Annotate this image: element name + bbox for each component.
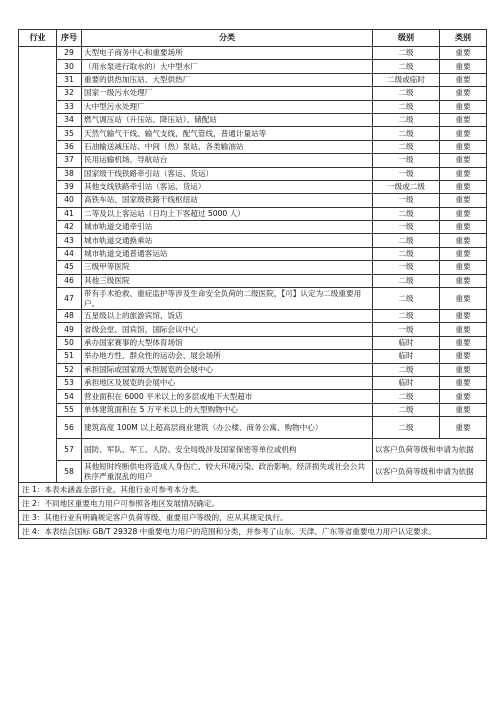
row-level: 二级 [373, 247, 440, 260]
row-category: 带有手术抢救、重症监护等涉及生命安全负荷的二级医院，【可】认定为二级重要用户。 [82, 288, 373, 310]
row-category: 城市轨道交通换乘站 [82, 234, 373, 247]
header-level: 级别 [373, 30, 440, 47]
row-category: 城市轨道交通普通客运站 [82, 247, 373, 260]
row-category: 其他支线铁路牵引站（客运、货运） [82, 180, 373, 193]
row-number: 38 [57, 167, 82, 180]
table-row [19, 288, 487, 310]
row-category: 二等及以上客运站（日均上下客超过 5000 人） [82, 207, 373, 220]
row-category: 大中型污水处理厂 [82, 100, 373, 113]
row-number: 49 [57, 323, 82, 336]
header-sector: 行业 [19, 30, 57, 47]
row-number: 33 [57, 100, 82, 113]
row-type: 重要 [440, 87, 487, 100]
row-number: 39 [57, 180, 82, 193]
row-category: 国家级干线铁路牵引站（客运、货运） [82, 167, 373, 180]
row-category: 承办国家赛事的大型体育场馆 [82, 336, 373, 349]
user-classification-table [18, 29, 487, 539]
row-category: 其他三级医院 [82, 274, 373, 287]
table-row [19, 234, 487, 247]
row-level: 临时 [373, 376, 440, 389]
row-number: 48 [57, 310, 82, 323]
row-number: 52 [57, 363, 82, 376]
row-category: 国防、军队、军工、人防、安全局级涉及国家保密等单位或机构 [82, 439, 373, 461]
row-number: 43 [57, 234, 82, 247]
row-level: 二级 [373, 207, 440, 220]
note-row [19, 497, 487, 511]
row-level: 二级 [373, 60, 440, 73]
table-row [19, 350, 487, 363]
row-level: 二级 [373, 100, 440, 113]
row-number: 57 [57, 439, 82, 461]
table-row [19, 274, 487, 287]
row-number: 56 [57, 417, 82, 439]
row-type: 重要 [440, 261, 487, 274]
row-level: 二级 [373, 417, 440, 439]
row-level: 以客户负荷等级和申请为依据 [373, 461, 487, 483]
row-type: 重要 [440, 247, 487, 260]
row-number: 34 [57, 113, 82, 126]
row-number: 58 [57, 461, 82, 483]
table-row [19, 167, 487, 180]
row-number: 53 [57, 376, 82, 389]
row-type: 重要 [440, 194, 487, 207]
row-category: 大型电子商务中心和重要场所 [82, 47, 373, 60]
row-category: 三级甲等医院 [82, 261, 373, 274]
row-number: 50 [57, 336, 82, 349]
row-level: 一级 [373, 221, 440, 234]
row-category: 高铁车站、国家级铁路干线枢纽站 [82, 194, 373, 207]
header-no: 序号 [57, 30, 82, 47]
row-number: 30 [57, 60, 82, 73]
row-type: 重要 [440, 60, 487, 73]
row-number: 44 [57, 247, 82, 260]
table-row [19, 310, 487, 323]
row-category: 五星级以上的旅游宾馆、饭店 [82, 310, 373, 323]
row-number: 55 [57, 403, 82, 416]
table-row [19, 194, 487, 207]
row-category: 民用运输机场、导航站台 [82, 154, 373, 167]
row-number: 42 [57, 221, 82, 234]
table-row [19, 376, 487, 389]
row-type: 重要 [440, 113, 487, 126]
row-level: 一级 [373, 167, 440, 180]
table-row [19, 140, 487, 153]
classification-sheet [18, 29, 486, 539]
table-row [19, 180, 487, 193]
row-number: 37 [57, 154, 82, 167]
note-text: 注 4：本表结合国标 GB/T 29328 中重要电力用户的范围和分类，并参考了山东、天津、广东等省重要电力用户认定要求。 [19, 525, 487, 539]
header-type: 类别 [440, 30, 487, 47]
table-row [19, 363, 487, 376]
table-row [19, 336, 487, 349]
row-category: 营业面积在 6000 平米以上的多层或地下大型超市 [82, 390, 373, 403]
table-row [19, 73, 487, 86]
row-type: 重要 [440, 288, 487, 310]
row-type: 重要 [440, 403, 487, 416]
row-number: 35 [57, 127, 82, 140]
row-number: 40 [57, 194, 82, 207]
row-number: 47 [57, 288, 82, 310]
table-row [19, 100, 487, 113]
row-level: 二级 [373, 140, 440, 153]
table-row [19, 221, 487, 234]
row-number: 41 [57, 207, 82, 220]
row-level: 以客户负荷等级和申请为依据 [373, 439, 487, 461]
row-type: 重要 [440, 417, 487, 439]
table-row [19, 403, 487, 416]
row-type: 重要 [440, 47, 487, 60]
table-row [19, 261, 487, 274]
row-type: 重要 [440, 140, 487, 153]
row-level: 二级 [373, 390, 440, 403]
table-row [19, 390, 487, 403]
row-type: 重要 [440, 154, 487, 167]
row-level: 二级 [373, 127, 440, 140]
table-row [19, 461, 487, 483]
row-type: 重要 [440, 73, 487, 86]
row-level: 一级 [373, 154, 440, 167]
row-type: 重要 [440, 100, 487, 113]
row-category: 承担地区及展览的会展中心 [82, 376, 373, 389]
row-category: 天然气输气干线、输气支线，配气管线，普通计量站等 [82, 127, 373, 140]
sector-cell [19, 47, 57, 483]
row-type: 重要 [440, 310, 487, 323]
row-category: 单体建筑面积在 5 万平米以上的大型购物中心 [82, 403, 373, 416]
row-level: 二级或临时 [373, 73, 440, 86]
row-category: 石油输送减压站、中间（热）泵站、各类输油站 [82, 140, 373, 153]
table-row [19, 323, 487, 336]
table-row [19, 127, 487, 140]
notes-section [19, 483, 487, 539]
note-row [19, 483, 487, 497]
row-number: 32 [57, 87, 82, 100]
row-type: 重要 [440, 363, 487, 376]
row-number: 51 [57, 350, 82, 363]
row-category: 建筑高度 100M 以上超高层商业建筑（办公楼、商务公寓、购物中心） [82, 417, 373, 439]
row-type: 重要 [440, 234, 487, 247]
row-type: 重要 [440, 167, 487, 180]
row-type: 重要 [440, 336, 487, 349]
row-category: 燃气调压站（升压站、降压站）、储配站 [82, 113, 373, 126]
row-type: 重要 [440, 390, 487, 403]
note-row [19, 511, 487, 525]
row-type: 重要 [440, 323, 487, 336]
row-level: 二级 [373, 403, 440, 416]
row-number: 46 [57, 274, 82, 287]
row-type: 重要 [440, 376, 487, 389]
row-type: 重要 [440, 180, 487, 193]
table-row [19, 60, 487, 73]
row-type: 重要 [440, 207, 487, 220]
row-level: 二级 [373, 47, 440, 60]
row-level: 一级或二级 [373, 180, 440, 193]
row-category: （用水泵进行取水的）大中型水厂 [82, 60, 373, 73]
note-text: 注 2：不同地区重要电力用户可参照各地区发展情况确定。 [19, 497, 487, 511]
row-category: 省级会堂、国宾馆，国际会议中心 [82, 323, 373, 336]
table-row [19, 417, 487, 439]
header-row [19, 30, 487, 47]
row-level: 二级 [373, 234, 440, 247]
note-row [19, 525, 487, 539]
row-number: 36 [57, 140, 82, 153]
row-number: 45 [57, 261, 82, 274]
row-number: 54 [57, 390, 82, 403]
row-number: 29 [57, 47, 82, 60]
row-level: 二级 [373, 310, 440, 323]
header-category: 分类 [82, 30, 373, 47]
table-row [19, 439, 487, 461]
table-row [19, 207, 487, 220]
row-category: 承担国际或国家级大型展览的会展中心 [82, 363, 373, 376]
row-category: 重要的供热加压站、大型供热厂 [82, 73, 373, 86]
row-type: 重要 [440, 127, 487, 140]
table-row [19, 247, 487, 260]
row-type: 重要 [440, 274, 487, 287]
row-type: 重要 [440, 221, 487, 234]
row-level: 临时 [373, 350, 440, 363]
row-category: 其他短时终断供电将造成人身伤亡、较大环境污染、政治影响、经济损失或社会公共秩序严重混乱的用户 [82, 461, 373, 483]
row-level: 二级 [373, 288, 440, 310]
note-text: 注 1：本表未涵盖全部行业，其他行业可参考本分类。 [19, 483, 487, 497]
row-level: 临时 [373, 336, 440, 349]
row-level: 一级 [373, 194, 440, 207]
row-level: 一级 [373, 261, 440, 274]
row-number: 31 [57, 73, 82, 86]
table-row [19, 154, 487, 167]
row-category: 城市轨道交通牵引站 [82, 221, 373, 234]
table-body [19, 47, 487, 483]
table-row [19, 113, 487, 126]
row-level: 一级 [373, 323, 440, 336]
row-level: 二级 [373, 274, 440, 287]
row-type: 重要 [440, 350, 487, 363]
row-level: 二级 [373, 363, 440, 376]
row-category: 举办地方性、群众性的运动会、展会场所 [82, 350, 373, 363]
table-row [19, 87, 487, 100]
row-category: 国家一级污水处理厂 [82, 87, 373, 100]
row-level: 二级 [373, 87, 440, 100]
row-level: 二级 [373, 113, 440, 126]
note-text: 注 3：其他行业有明确规定客户负荷等级、重要用户等级的，应从其规定执行。 [19, 511, 487, 525]
table-row [19, 47, 487, 60]
